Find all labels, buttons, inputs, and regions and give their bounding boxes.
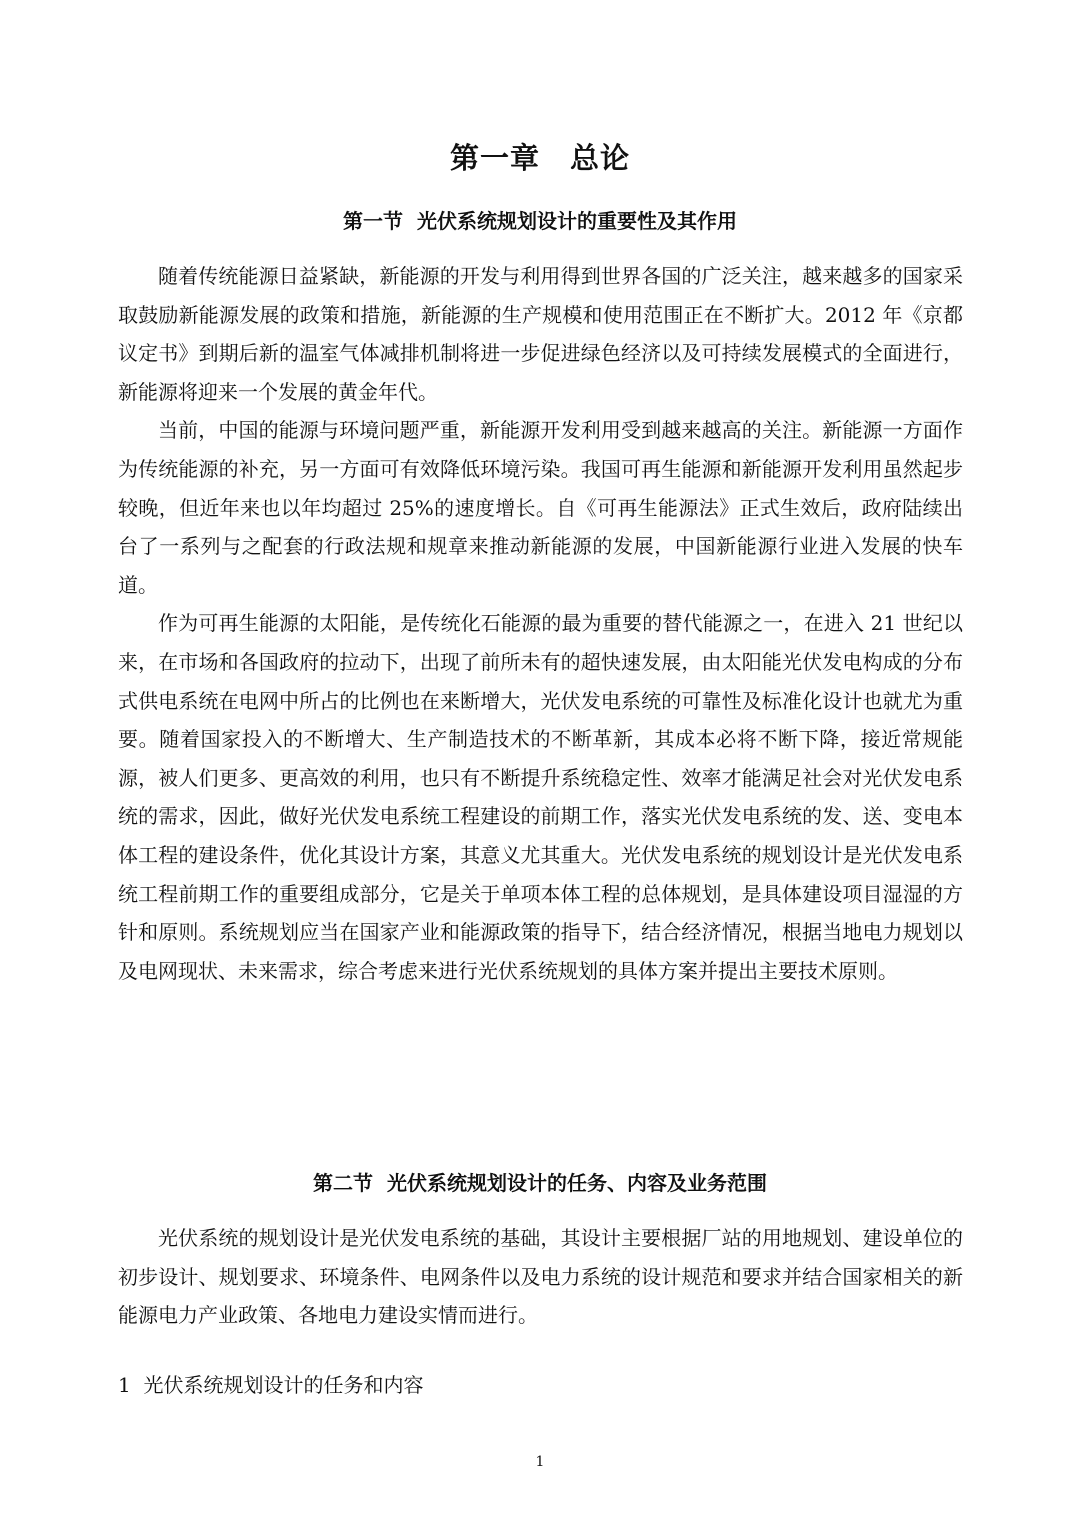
numbered-heading: 1 光伏系统规划设计的任务和内容 (118, 1373, 424, 1397)
paragraph: 光伏系统的规划设计是光伏发电系统的基础，其设计主要根据厂站的用地规划、建设单位的初步设计、规划要求、环境条件、电网条件以及电力系统的设计规范和要求并结合国家相关的新能源电力产业政策、各地电力建设实情而进行。 (118, 1226, 963, 1328)
section-1-body (118, 257, 963, 990)
paragraph: 当前，中国的能源与环境问题严重，新能源开发利用受到越来越高的关注。新能源一方面作为传统能源的补充，另一方面可有效降低环境污染。我国可再生能源和新能源开发利用虽然起步较晚，但近年来也以年均超过 25%的速度增长。自《可再生能源法》正式生效后，政府陆续出台了一系列与之配套的行政法规和规章来推动新能源的发展，中国新能源行业进入发展的快车道。 (118, 418, 963, 597)
paragraph: 作为可再生能源的太阳能，是传统化石能源的最为重要的替代能源之一，在进入 21 世纪以来，在市场和各国政府的拉动下，出现了前所未有的超快速发展，由太阳能光伏发电构成的分布式供电系统在电网中所占的比例也在来断增大，光伏发电系统的可靠性及标准化设计也就尤为重要。随着国家投入的不断增大、生产制造技术的不断革新，其成本必将不断下降，接近常规能源，被人们更多、更高效的利用，也只有不断提升系统稳定性、效率才能满足社会对光伏发电系统的需求，因此，做好光伏发电系统工程建设的前期工作，落实光伏发电系统的发、送、变电本体工程的建设条件，优化其设计方案，其意义尤其重大。光伏发电系统的规划设计是光伏发电系统工程前期工作的重要组成部分，它是关于单项本体工程的总体规划，是具体建设项目湿湿的方针和原则。系统规划应当在国家产业和能源政策的指导下，结合经济情况，根据当地电力规划以及电网现状、未来需求，综合考虑来进行光伏系统规划的具体方案并提出主要技术原则。 (118, 611, 963, 983)
section-title-1: 第一节 光伏系统规划设计的重要性及其作用 (343, 209, 737, 233)
paragraph: 随着传统能源日益紧缺，新能源的开发与利用得到世界各国的广泛关注，越来越多的国家采取鼓励新能源发展的政策和措施，新能源的生产规模和使用范围正在不断扩大。2012 年《京都议定书》到期后新的温室气体减排机制将进一步促进绿色经济以及可持续发展模式的全面进行，新能源将迎来一个发展的黄金年代。 (118, 264, 963, 404)
section-2-body (118, 1219, 963, 1335)
chapter-title: 第一章 总论 (449, 141, 630, 175)
page-number: 1 (535, 1454, 545, 1470)
section-title-2: 第二节 光伏系统规划设计的任务、内容及业务范围 (313, 1171, 767, 1195)
